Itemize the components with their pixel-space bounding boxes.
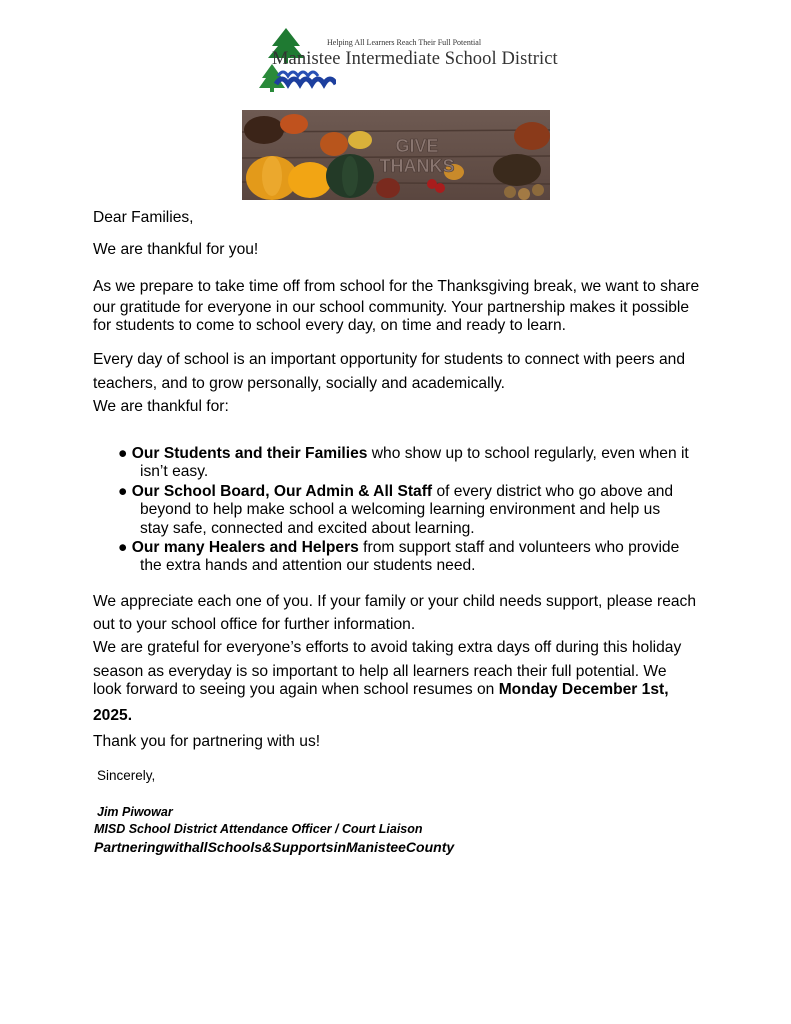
bullet-bold: Our School Board, Our Admin & All Staff (131, 483, 433, 500)
bullet-continuation: the extra hands and attention our students need. (140, 557, 476, 574)
bullet-text: from support staff and volunteers who provide (358, 539, 680, 556)
signer-motto: PartneringwithallSchools&SupportsinManisteeCounty (94, 839, 455, 855)
autumn-pumpkins-banner-icon (242, 110, 550, 200)
bullet-text: who show up to school regularly, even when it (367, 445, 689, 462)
banner-text: GIVE THANKS (379, 136, 455, 176)
paragraph-line: for students to come to school every day, on time and ready to learn. (93, 317, 566, 334)
paragraph-line (93, 681, 669, 699)
thankful-for-heading: We are thankful for: (93, 398, 229, 415)
bullet-bold: Our many Healers and Helpers (131, 539, 359, 556)
resume-year: 2025. (93, 707, 133, 724)
signer-name: Jim Piwowar (97, 805, 173, 819)
paragraph-line: We appreciate each one of you. If your family or your child needs support, please reach (93, 593, 697, 610)
paragraph-line: Every day of school is an important opportunity for students to connect with peers and (93, 351, 686, 368)
paragraph-line: We are grateful for everyone’s efforts to avoid taking extra days off during this holiday (93, 639, 682, 656)
bullet-bold: Our Students and their Families (131, 445, 368, 462)
list-item: ● Our Students and their Families who show up to school regularly, even when it (118, 445, 689, 462)
greeting: Dear Families, (93, 209, 194, 226)
bullet-continuation: stay safe, connected and excited about learning. (140, 520, 475, 537)
list-item: ● Our many Healers and Helpers from support staff and volunteers who provide (118, 539, 680, 556)
district-logo (256, 26, 558, 94)
bullet-text: of every district who go above and (432, 483, 674, 500)
resume-text: look forward to seeing you again when school resumes on (93, 681, 499, 698)
paragraph-line: As we prepare to take time off from school for the Thanksgiving break, we want to share (93, 278, 700, 295)
district-name: Manistee Intermediate School District (272, 49, 558, 69)
district-tagline: Helping All Learners Reach Their Full Potential (327, 38, 482, 47)
signer-title: MISD School District Attendance Officer / Court Liaison (94, 822, 423, 836)
resume-date: Monday December 1st, (498, 681, 669, 698)
closing-thanks: Thank you for partnering with us! (93, 733, 321, 750)
paragraph-line: out to your school office for further information. (93, 616, 416, 633)
sign-off: Sincerely, (97, 768, 156, 783)
paragraph-line: our gratitude for everyone in our school community. Your partnership makes it possible (93, 299, 690, 316)
bullet-continuation: isn’t easy. (140, 463, 209, 480)
give-thanks-banner (242, 110, 550, 200)
thanks-line: We are thankful for you! (93, 241, 259, 258)
list-item: ● Our School Board, Our Admin & All Staff of every district who go above and (118, 483, 674, 500)
bullet-continuation: beyond to help make school a welcoming learning environment and help us (140, 501, 661, 518)
paragraph-line: teachers, and to grow personally, socially and academically. (93, 375, 505, 392)
paragraph-line: season as everyday is so important to help all learners reach their full potential. We (93, 663, 667, 680)
